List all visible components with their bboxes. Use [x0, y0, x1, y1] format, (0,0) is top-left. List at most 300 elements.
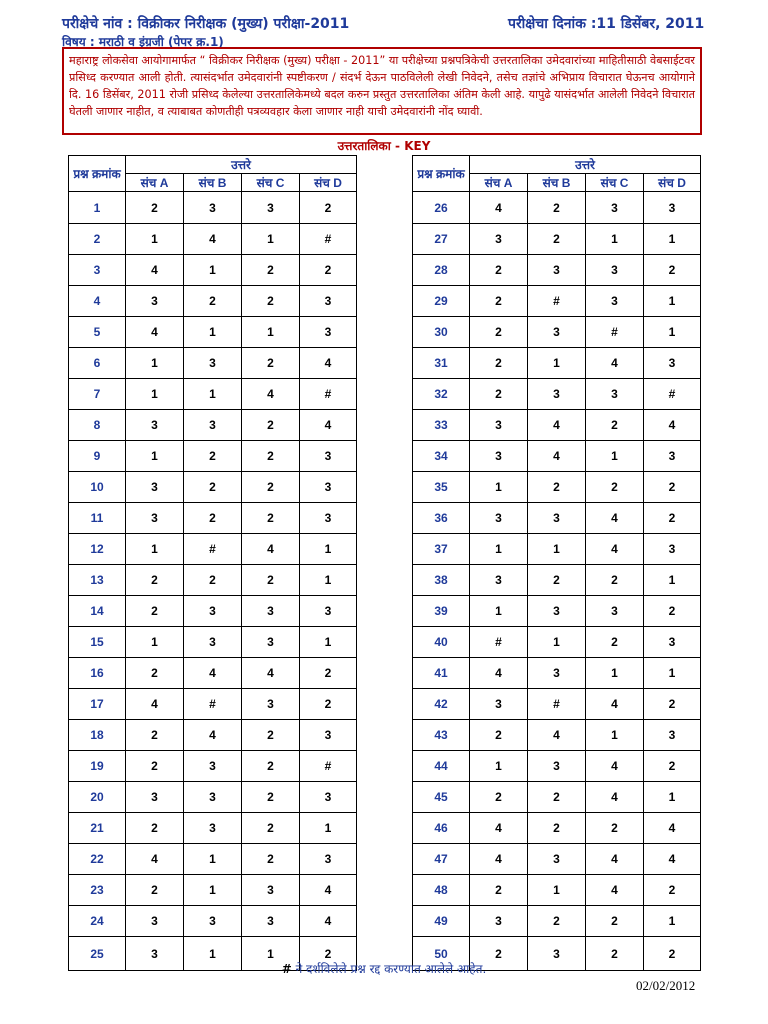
answer-cell: 1: [184, 379, 242, 410]
answer-cell: 3: [184, 596, 242, 627]
table-row: [69, 317, 357, 348]
table-row: [413, 689, 701, 720]
answer-cell: 2: [644, 937, 701, 971]
answer-cell: 1: [644, 658, 701, 689]
answer-cell: 4: [300, 906, 357, 937]
answer-cell: 4: [586, 751, 644, 782]
table-row: [69, 844, 357, 875]
answer-cell: 4: [300, 410, 357, 441]
answer-cell: 3: [528, 844, 586, 875]
exam-name: परीक्षेचे नांव : विक्रीकर निरीक्षक (मुख्य) परीक्षा-2011: [62, 16, 350, 32]
answer-cell: 2: [528, 565, 586, 596]
question-number-cell: 9: [69, 441, 126, 472]
answer-cell: 1: [300, 627, 357, 658]
answer-cell: 1: [242, 224, 300, 255]
answer-cell: 1: [586, 224, 644, 255]
answer-cell: 2: [644, 689, 701, 720]
set-header: संच B: [184, 174, 242, 192]
answer-cell: 4: [586, 782, 644, 813]
table-row: [413, 472, 701, 503]
answer-cell: 2: [644, 255, 701, 286]
answer-cell: 1: [300, 565, 357, 596]
answer-cell: 4: [184, 224, 242, 255]
answer-cell: 1: [586, 720, 644, 751]
question-number-cell: 43: [413, 720, 470, 751]
answer-cell: 3: [644, 534, 701, 565]
question-number-header: प्रश्न क्रमांक: [69, 156, 126, 192]
answer-cell: 3: [586, 286, 644, 317]
answer-cell: 1: [644, 286, 701, 317]
question-number-header: प्रश्न क्रमांक: [413, 156, 470, 192]
answer-cell: #: [528, 286, 586, 317]
answer-cell: 1: [126, 348, 184, 379]
answer-cell: 3: [242, 192, 300, 224]
table-row: [69, 627, 357, 658]
question-number-cell: 20: [69, 782, 126, 813]
answer-cell: 2: [300, 689, 357, 720]
question-number-cell: 5: [69, 317, 126, 348]
question-number-cell: 8: [69, 410, 126, 441]
answer-cell: 2: [644, 596, 701, 627]
answer-cell: 3: [126, 472, 184, 503]
answer-cell: 4: [528, 441, 586, 472]
question-number-cell: 46: [413, 813, 470, 844]
answer-cell: 3: [586, 192, 644, 224]
answer-cell: 2: [242, 844, 300, 875]
answer-cell: 3: [470, 689, 528, 720]
answer-cell: 1: [300, 813, 357, 844]
answer-cell: 3: [300, 472, 357, 503]
question-number-cell: 24: [69, 906, 126, 937]
table-row: [69, 224, 357, 255]
table-row: [413, 224, 701, 255]
table-row: [69, 410, 357, 441]
answer-cell: 3: [586, 596, 644, 627]
table-row: [413, 255, 701, 286]
answer-cell: 2: [242, 472, 300, 503]
answer-cell: 2: [126, 192, 184, 224]
answer-cell: 4: [644, 813, 701, 844]
answer-cell: 1: [184, 875, 242, 906]
answer-cell: 2: [126, 720, 184, 751]
answer-cell: 3: [528, 658, 586, 689]
print-date: 02/02/2012: [636, 978, 696, 993]
answer-cell: 2: [586, 410, 644, 441]
answer-cell: 4: [184, 720, 242, 751]
answer-cell: 3: [242, 689, 300, 720]
question-number-cell: 35: [413, 472, 470, 503]
answer-cell: 3: [528, 751, 586, 782]
question-number-cell: 39: [413, 596, 470, 627]
answer-cell: 3: [242, 627, 300, 658]
table-row: [413, 782, 701, 813]
table-row: [413, 534, 701, 565]
question-number-cell: 11: [69, 503, 126, 534]
question-number-cell: 34: [413, 441, 470, 472]
question-number-cell: 38: [413, 565, 470, 596]
answer-cell: 2: [242, 813, 300, 844]
answer-cell: 3: [528, 379, 586, 410]
answer-cell: #: [644, 379, 701, 410]
answer-cell: 2: [242, 286, 300, 317]
table-row: [413, 348, 701, 379]
answer-cell: 3: [184, 813, 242, 844]
answer-cell: 1: [126, 379, 184, 410]
answer-cell: #: [300, 751, 357, 782]
table-row: [413, 441, 701, 472]
notice-box: महाराष्ट्र लोकसेवा आयोगामार्फत “ विक्रीकर निरीक्षक (मुख्य) परीक्षा - 2011” या परीक्षेच्या प्रश्नपत्रिकेची उत्तरतालिका उमेदवारांच्या माहितीसाठी वेबसाईटवर प्रसिध्द करण्यात आली होती. त्यासंदर्भात उमेदवारांनी स्पष्टीकरण / संदर्भ देऊन पाठविलेली लेखी निवेदने, तसेच तज्ञांचे अभिप्राय विचारात घेऊनच आयोगाने दि. 16 डिसेंबर, 2011 रोजी प्रसिध्द केलेल्या उत्तरतालिकेमध्ये बदल करुन प्रस्तुत उत्तरतालिका अंतिम केली आहे. यापुढे यासंदर्भात आलेली निवेदने विचारात घेतली जाणार नाहीत, व त्याबाबत कोणतीही पत्रव्यवहार केला जाणार नाही याची उमेदवारांनी नोंद घ्यावी.: [62, 47, 702, 135]
answer-cell: 3: [528, 255, 586, 286]
question-number-cell: 1: [69, 192, 126, 224]
subject-line: विषय : मराठी व इंग्रजी (पेपर क्र.1): [62, 35, 224, 49]
answer-cell: 1: [586, 658, 644, 689]
question-number-cell: 4: [69, 286, 126, 317]
answer-cell: 3: [184, 751, 242, 782]
answer-cell: 2: [470, 875, 528, 906]
question-number-cell: 47: [413, 844, 470, 875]
answer-cell: 3: [470, 410, 528, 441]
table-row: [413, 720, 701, 751]
question-number-cell: 6: [69, 348, 126, 379]
answer-cell: 2: [126, 596, 184, 627]
answer-cell: 2: [126, 751, 184, 782]
question-number-cell: 15: [69, 627, 126, 658]
question-number-cell: 25: [69, 937, 126, 971]
answer-cell: 3: [126, 782, 184, 813]
table-row: [69, 379, 357, 410]
question-number-cell: 41: [413, 658, 470, 689]
table-row: [413, 317, 701, 348]
question-number-cell: 12: [69, 534, 126, 565]
answer-cell: 3: [528, 503, 586, 534]
answer-cell: 4: [586, 875, 644, 906]
answer-cell: 1: [644, 317, 701, 348]
table-row: [69, 813, 357, 844]
table-row: [69, 875, 357, 906]
question-number-cell: 36: [413, 503, 470, 534]
set-header: संच D: [644, 174, 701, 192]
answer-cell: 2: [242, 348, 300, 379]
answer-cell: 2: [184, 503, 242, 534]
table-row: [69, 503, 357, 534]
answer-cell: 1: [184, 844, 242, 875]
answer-cell: 1: [644, 565, 701, 596]
answer-cell: 2: [644, 472, 701, 503]
question-number-cell: 10: [69, 472, 126, 503]
answer-cell: 2: [184, 441, 242, 472]
answer-cell: 4: [242, 534, 300, 565]
answer-cell: 4: [586, 844, 644, 875]
table-row: [413, 813, 701, 844]
table-row: [69, 658, 357, 689]
question-number-cell: 2: [69, 224, 126, 255]
answer-cell: 1: [300, 534, 357, 565]
answer-cell: 1: [528, 534, 586, 565]
answer-cell: 4: [586, 348, 644, 379]
answer-cell: 4: [586, 534, 644, 565]
table-row: [69, 720, 357, 751]
answer-cell: #: [300, 379, 357, 410]
answer-cell: 1: [242, 317, 300, 348]
answer-cell: 3: [184, 906, 242, 937]
table-row: [69, 286, 357, 317]
answer-cell: 1: [184, 255, 242, 286]
answer-cell: 2: [242, 503, 300, 534]
answer-cell: 3: [528, 596, 586, 627]
answer-cell: 2: [470, 255, 528, 286]
answer-cell: 3: [644, 192, 701, 224]
answer-cell: 3: [126, 410, 184, 441]
answer-cell: 1: [528, 875, 586, 906]
answer-cell: 1: [586, 441, 644, 472]
question-number-cell: 37: [413, 534, 470, 565]
answer-cell: 2: [126, 565, 184, 596]
answer-cell: 1: [242, 937, 300, 971]
set-header: संच C: [242, 174, 300, 192]
table-row: [413, 627, 701, 658]
footnote: [0, 960, 768, 977]
question-number-cell: 22: [69, 844, 126, 875]
answer-cell: 3: [586, 379, 644, 410]
answer-cell: 4: [586, 689, 644, 720]
answers-header: उत्तरे: [126, 156, 357, 174]
answer-cell: 2: [644, 503, 701, 534]
set-header: संच C: [586, 174, 644, 192]
question-number-cell: 7: [69, 379, 126, 410]
answer-cell: 2: [470, 937, 528, 971]
answer-cell: 2: [126, 875, 184, 906]
answers-header: उत्तरे: [470, 156, 701, 174]
set-header: संच D: [300, 174, 357, 192]
answer-cell: 2: [242, 255, 300, 286]
answer-cell: 4: [242, 658, 300, 689]
question-number-cell: 29: [413, 286, 470, 317]
answer-cell: 1: [470, 534, 528, 565]
question-number-cell: 27: [413, 224, 470, 255]
table-row: [413, 844, 701, 875]
answer-cell: 3: [300, 596, 357, 627]
answer-cell: 3: [126, 906, 184, 937]
answer-cell: 3: [300, 782, 357, 813]
answer-cell: 4: [644, 410, 701, 441]
answer-cell: 3: [184, 782, 242, 813]
answer-cell: 4: [126, 689, 184, 720]
answer-cell: 4: [470, 658, 528, 689]
answer-cell: 1: [470, 751, 528, 782]
answer-cell: 2: [300, 192, 357, 224]
answer-cell: 3: [586, 255, 644, 286]
answer-cell: 4: [126, 844, 184, 875]
answer-cell: 3: [242, 875, 300, 906]
table-row: [413, 410, 701, 441]
answer-cell: 3: [470, 906, 528, 937]
answer-cell: 2: [644, 751, 701, 782]
answer-cell: 3: [470, 441, 528, 472]
answer-cell: 3: [470, 224, 528, 255]
answer-cell: 4: [126, 255, 184, 286]
answer-cell: 4: [528, 410, 586, 441]
table-row: [413, 192, 701, 224]
table-row: [413, 565, 701, 596]
answer-cell: 4: [470, 844, 528, 875]
answer-cell: 1: [126, 534, 184, 565]
table-row: [413, 906, 701, 937]
answer-cell: 2: [242, 751, 300, 782]
answer-cell: 3: [126, 937, 184, 971]
answer-cell: 2: [586, 565, 644, 596]
question-number-cell: 28: [413, 255, 470, 286]
question-number-cell: 3: [69, 255, 126, 286]
answer-cell: 1: [644, 782, 701, 813]
answer-cell: 2: [470, 348, 528, 379]
answer-cell: 2: [242, 441, 300, 472]
answer-cell: 2: [644, 875, 701, 906]
table-row: [69, 441, 357, 472]
set-header: संच A: [470, 174, 528, 192]
answer-cell: 2: [300, 255, 357, 286]
answer-cell: 2: [470, 720, 528, 751]
answer-cell: 2: [586, 906, 644, 937]
answer-cell: 2: [586, 813, 644, 844]
table-row: [69, 689, 357, 720]
answer-cell: 4: [586, 503, 644, 534]
question-number-cell: 30: [413, 317, 470, 348]
answer-cell: 2: [470, 379, 528, 410]
answer-cell: 1: [470, 472, 528, 503]
answer-cell: 3: [184, 410, 242, 441]
answer-cell: 2: [300, 658, 357, 689]
table-row: [69, 906, 357, 937]
table-row: [413, 751, 701, 782]
answer-cell: 2: [586, 937, 644, 971]
table-row: [413, 286, 701, 317]
question-number-cell: 19: [69, 751, 126, 782]
answer-cell: #: [300, 224, 357, 255]
answer-cell: 2: [300, 937, 357, 971]
answer-cell: 1: [470, 596, 528, 627]
answer-cell: 2: [528, 906, 586, 937]
exam-date: परीक्षेचा दिनांक :11 डिसेंबर, 2011: [508, 16, 705, 32]
answer-cell: 3: [126, 503, 184, 534]
question-number-cell: 13: [69, 565, 126, 596]
question-number-cell: 16: [69, 658, 126, 689]
table-row: [69, 565, 357, 596]
answer-cell: #: [528, 689, 586, 720]
answer-cell: 3: [470, 565, 528, 596]
answer-cell: 3: [300, 503, 357, 534]
answer-cell: 3: [470, 503, 528, 534]
answer-cell: 1: [644, 224, 701, 255]
answer-cell: 2: [184, 286, 242, 317]
answer-cell: 3: [644, 441, 701, 472]
table-row: [413, 596, 701, 627]
answer-cell: 3: [184, 192, 242, 224]
answer-cell: 1: [126, 224, 184, 255]
answer-cell: 2: [528, 813, 586, 844]
answer-cell: 2: [242, 782, 300, 813]
answer-cell: 4: [126, 317, 184, 348]
table-row: [69, 751, 357, 782]
question-number-cell: 48: [413, 875, 470, 906]
answer-cell: #: [470, 627, 528, 658]
question-number-cell: 18: [69, 720, 126, 751]
answer-cell: 4: [528, 720, 586, 751]
answer-cell: 3: [184, 627, 242, 658]
answer-cell: 2: [586, 472, 644, 503]
answer-cell: 2: [242, 565, 300, 596]
answer-cell: 2: [528, 782, 586, 813]
question-number-cell: 45: [413, 782, 470, 813]
answer-cell: #: [586, 317, 644, 348]
question-number-cell: 50: [413, 937, 470, 971]
question-number-cell: 40: [413, 627, 470, 658]
answer-cell: 1: [528, 627, 586, 658]
answer-cell: 4: [470, 192, 528, 224]
answer-cell: 3: [528, 317, 586, 348]
question-number-cell: 42: [413, 689, 470, 720]
table-row: [413, 658, 701, 689]
answer-cell: 2: [184, 565, 242, 596]
table-row: [413, 503, 701, 534]
answer-cell: 3: [644, 720, 701, 751]
answer-cell: 2: [126, 658, 184, 689]
answer-cell: 3: [528, 937, 586, 971]
answer-key-table-right: [412, 155, 701, 971]
set-header: संच A: [126, 174, 184, 192]
answer-cell: 2: [126, 813, 184, 844]
answer-cell: 3: [300, 286, 357, 317]
table-row: [69, 472, 357, 503]
answer-cell: 1: [184, 937, 242, 971]
table-row: [69, 782, 357, 813]
answer-cell: 2: [470, 286, 528, 317]
table-row: [413, 379, 701, 410]
answer-cell: 3: [300, 317, 357, 348]
answer-cell: 3: [644, 627, 701, 658]
answer-cell: 2: [470, 317, 528, 348]
answer-cell: 2: [528, 192, 586, 224]
question-number-cell: 32: [413, 379, 470, 410]
table-row: [69, 255, 357, 286]
answer-cell: 2: [470, 782, 528, 813]
answer-cell: 4: [242, 379, 300, 410]
answer-cell: 4: [644, 844, 701, 875]
table-row: [69, 596, 357, 627]
answer-key-table-left: [68, 155, 357, 971]
footnote-symbol: #: [281, 962, 292, 976]
answer-cell: 2: [528, 224, 586, 255]
question-number-cell: 14: [69, 596, 126, 627]
answer-cell: 1: [184, 317, 242, 348]
answer-cell: 3: [300, 844, 357, 875]
question-number-cell: 23: [69, 875, 126, 906]
question-number-cell: 21: [69, 813, 126, 844]
answer-cell: 4: [300, 875, 357, 906]
answer-cell: 3: [300, 720, 357, 751]
table-row: [69, 534, 357, 565]
question-number-cell: 33: [413, 410, 470, 441]
question-number-cell: 26: [413, 192, 470, 224]
answer-cell: 1: [528, 348, 586, 379]
answer-cell: #: [184, 534, 242, 565]
question-number-cell: 17: [69, 689, 126, 720]
key-title: उत्तरतालिका - KEY: [337, 139, 431, 153]
answer-cell: 1: [126, 441, 184, 472]
set-header: संच B: [528, 174, 586, 192]
footnote-text: ने दर्शविलेले प्रश्न रद्द करण्यात आलेले आहेत.: [291, 962, 487, 976]
table-row: [413, 875, 701, 906]
answer-cell: 3: [300, 441, 357, 472]
